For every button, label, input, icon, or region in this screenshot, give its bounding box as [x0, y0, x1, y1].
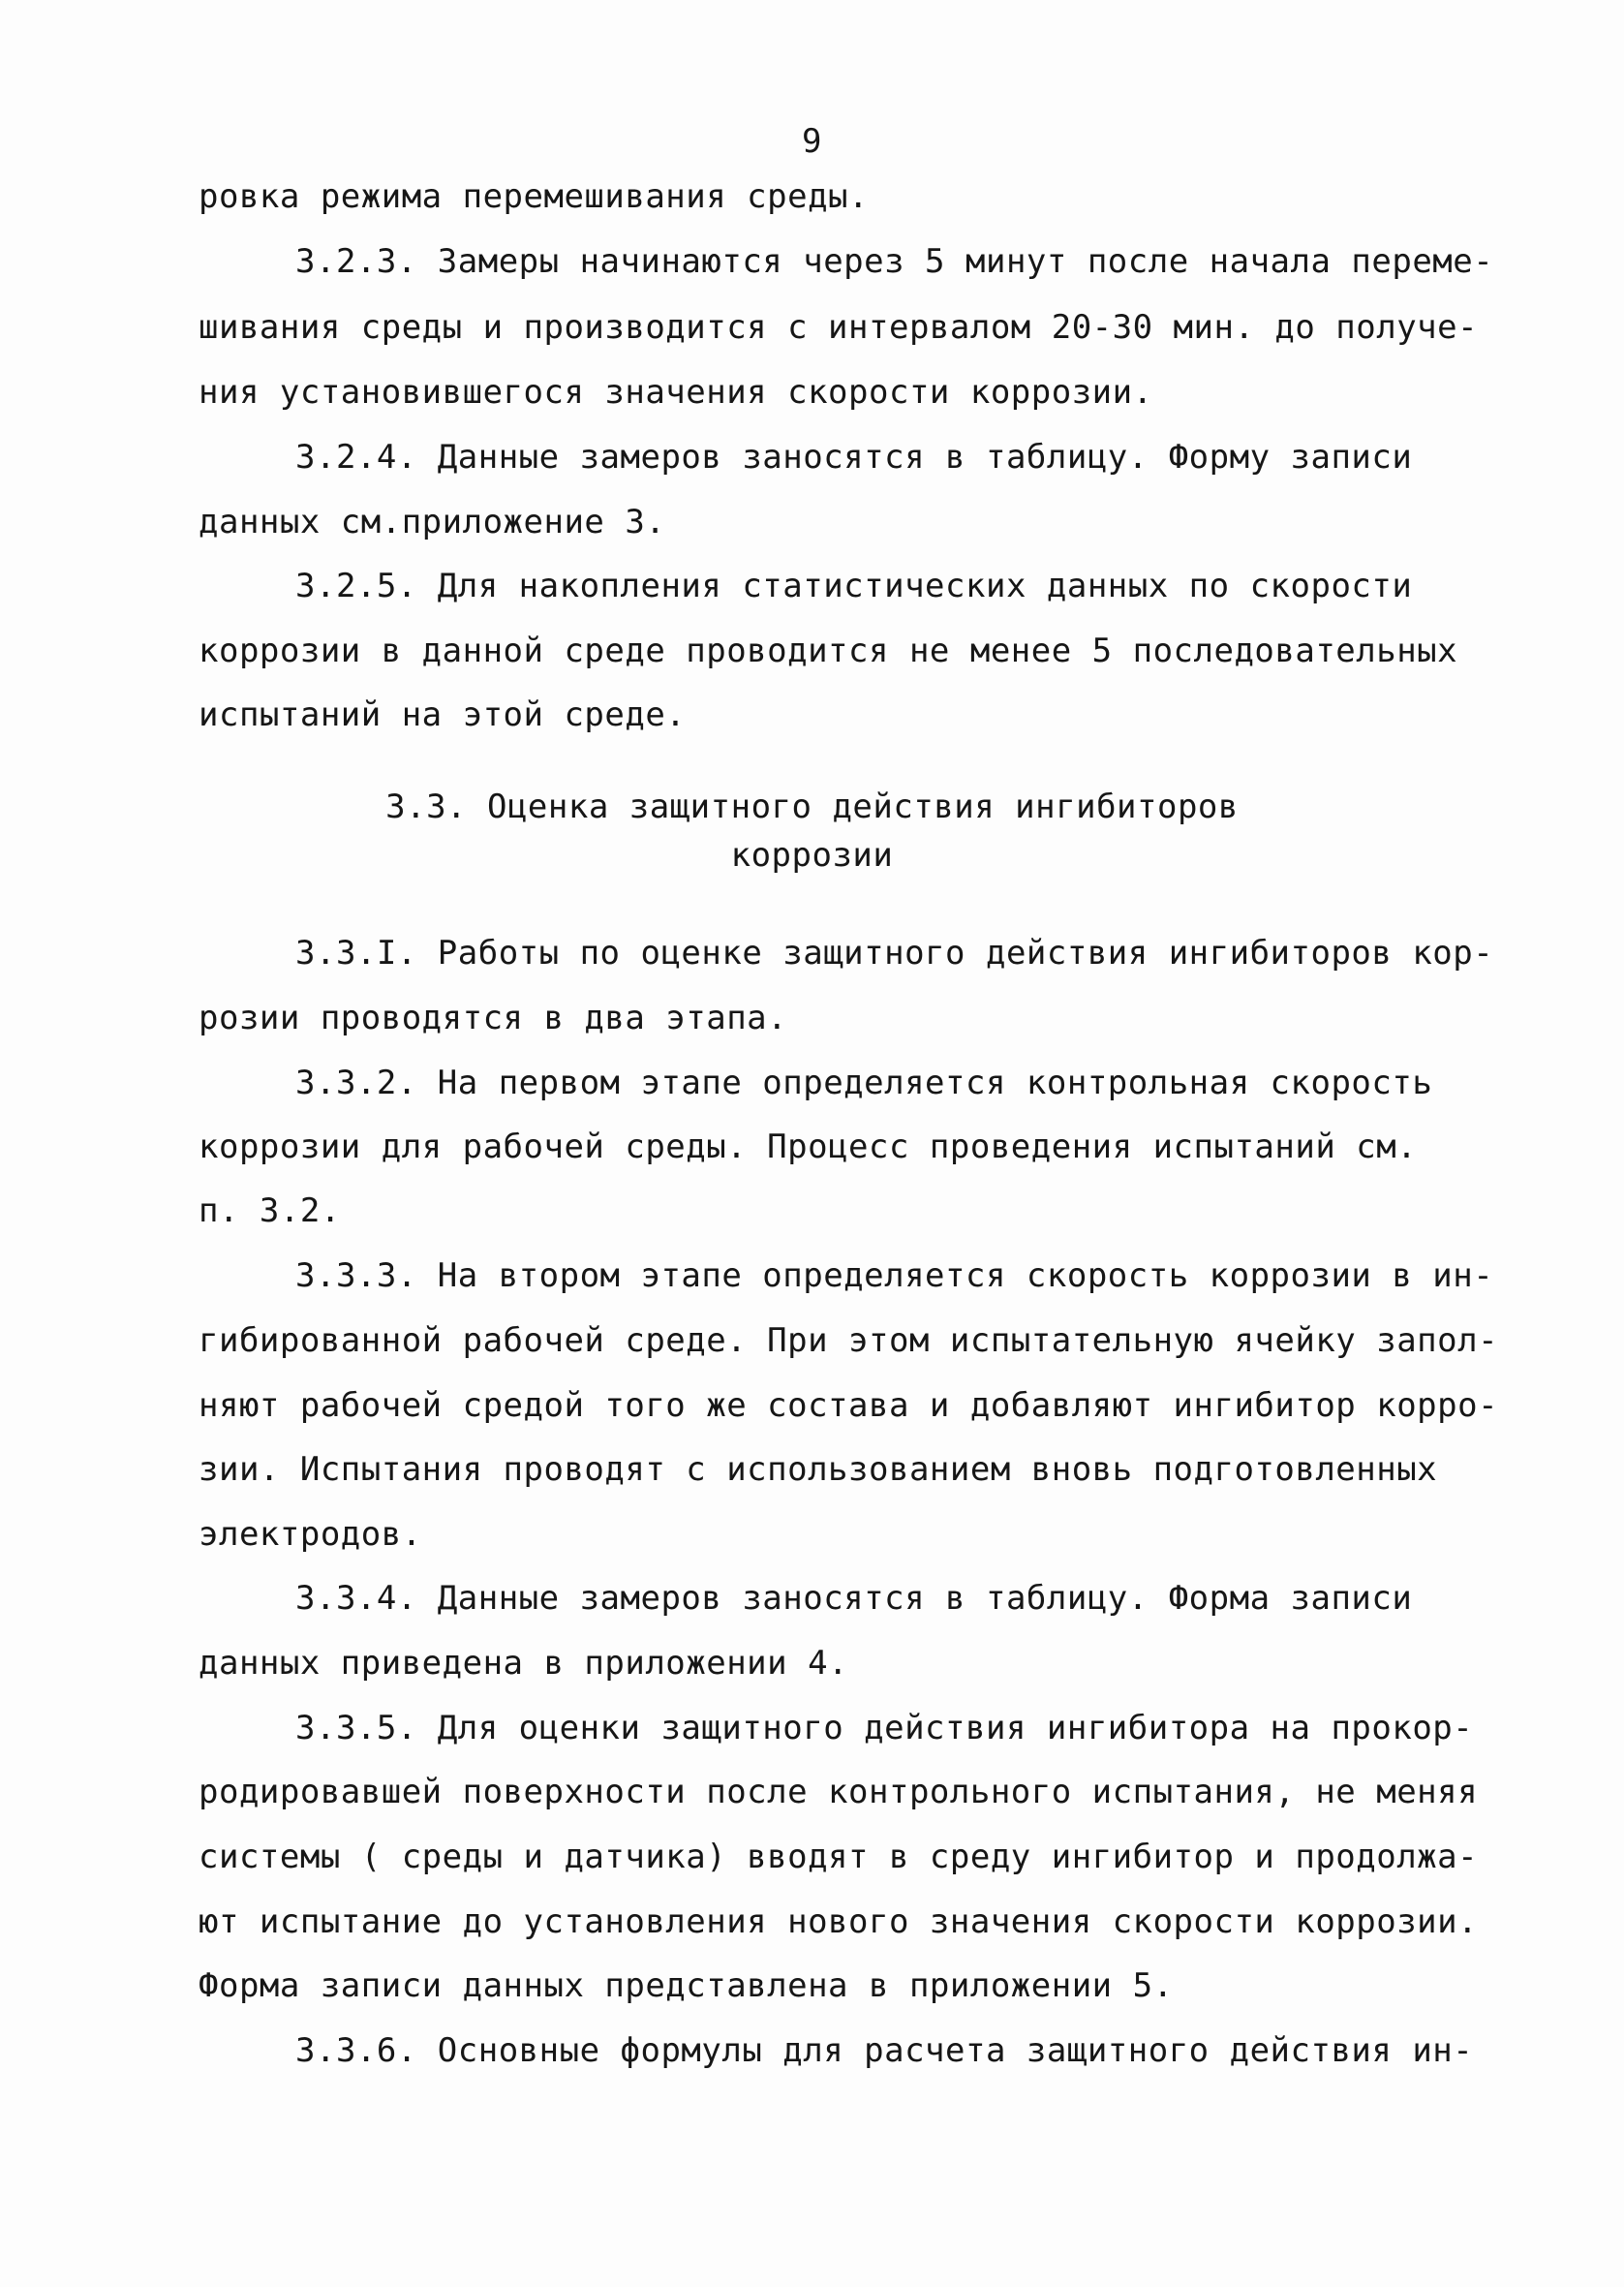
text-line: п. 3.2.: [199, 1191, 341, 1230]
paragraph-3-3-1-line: 3.3.I. Работы по оценке защитного действия ингибиторов кор-: [295, 934, 1494, 973]
text-line: розии проводятся в два этапа.: [199, 999, 788, 1037]
text-line: Форма записи данных представлена в приложении 5.: [199, 1966, 1174, 2005]
text-line: испытаний на этой среде.: [199, 695, 687, 734]
paragraph-3-2-3-line: 3.2.3. Замеры начинаются через 5 минут после начала переме-: [295, 242, 1494, 281]
paragraph-3-3-3-line: 3.3.3. На втором этапе определяется скорость коррозии в ин-: [295, 1256, 1494, 1295]
text-line: шивания среды и производится с интервалом 20-30 мин. до получе-: [199, 308, 1479, 347]
text-line: ют испытание до установления нового значения скорости коррозии.: [199, 1902, 1479, 1941]
text-line: данных приведена в приложении 4.: [199, 1644, 849, 1683]
paragraph-3-3-2-line: 3.3.2. На первом этапе определяется контрольная скорость: [295, 1064, 1433, 1102]
text-line: ния установившегося значения скорости коррозии.: [199, 373, 1153, 412]
text-line: системы ( среды и датчика) вводят в среду ингибитор и продолжа-: [199, 1838, 1479, 1876]
text-line: родировавшей поверхности после контрольного испытания, не меняя: [199, 1773, 1479, 1811]
paragraph-3-2-5-line: 3.2.5. Для накопления статистических данных по скорости: [295, 567, 1413, 605]
section-3-3-heading-cont: коррозии: [730, 836, 894, 875]
paragraph-3-3-6-line: 3.3.6. Основные формулы для расчета защитного действия ин-: [295, 2031, 1474, 2070]
text-line: гибированной рабочей среде. При этом испытательную ячейку запол-: [199, 1321, 1499, 1360]
paragraph-3-3-5-line: 3.3.5. Для оценки защитного действия ингибитора на прокор-: [295, 1709, 1474, 1747]
text-line: данных см.приложение 3.: [199, 503, 666, 541]
text-line: коррозии в данной среде проводится не менее 5 последовательных: [199, 632, 1458, 670]
paragraph-3-3-4-line: 3.3.4. Данные замеров заносятся в таблицу. Форма записи: [295, 1579, 1413, 1618]
text-line: зии. Испытания проводят с использованием вновь подготовленных: [199, 1450, 1438, 1489]
text-line: коррозии для рабочей среды. Процесс проведения испытаний см.: [199, 1128, 1418, 1166]
section-3-3-heading: 3.3. Оценка защитного действия ингибиторов: [385, 788, 1239, 826]
text-line: няют рабочей средой того же состава и добавляют ингибитор корро-: [199, 1386, 1499, 1425]
text-line: электродов.: [199, 1515, 422, 1554]
paragraph-3-2-4-line: 3.2.4. Данные замеров заносятся в таблицу. Форму записи: [295, 438, 1413, 477]
text-line: ровка режима перемешивания среды.: [199, 177, 870, 216]
page-number: 9: [802, 122, 822, 161]
